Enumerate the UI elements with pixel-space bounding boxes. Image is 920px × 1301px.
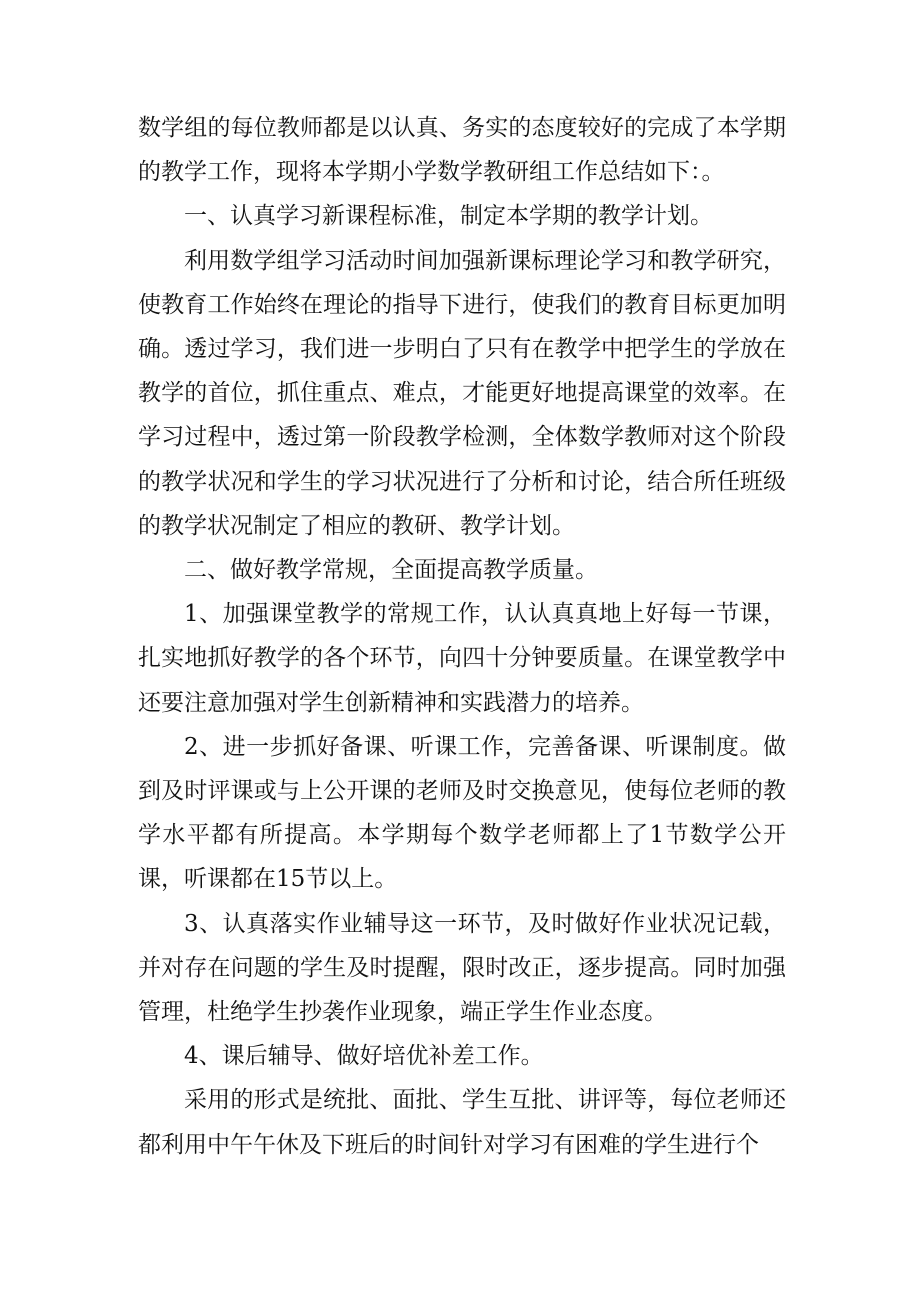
paragraph-study: 利用数学组学习活动时间加强新课标理论学习和教学研究，使教育工作始终在理论的指导下进行，使我们的教育目标更加明确。透过学习，我们进一步明白了只有在教学中把学生的学放在教学的首位，抓住重点、难点，才能更好地提高课堂的效率。在学习过程中，透过第一阶段教学检测，全体数学教师对这个阶段的教学状况和学生的学习状况进行了分析和讨论，结合所任班级的教学状况制定了相应的教研、教学计划。 (138, 247, 786, 539)
list-item-4: 4、课后辅导、做好培优补差工作。 (184, 1043, 544, 1070)
section-heading-1: 一、认真学习新课程标准，制定本学期的教学计划。 (184, 203, 713, 230)
paragraph-tutoring: 采用的形式是统批、面批、学生互批、讲评等，每位老师还都利用中午午休及下班后的时间针对学习有困难的学生进行个 (138, 1087, 786, 1158)
section-heading-2: 二、做好教学常规，全面提高教学质量。 (184, 557, 598, 584)
list-item-3: 3、认真落实作业辅导这一环节，及时做好作业状况记载，并对存在问题的学生及时提醒，限时改正，逐步提高。同时加强管理，杜绝学生抄袭作业现象，端正学生作业态度。 (138, 910, 786, 1026)
list-item-1: 1、加强课堂教学的常规工作，认认真真地上好每一节课，扎实地抓好教学的各个环节，向四十分钟要质量。在课堂教学中还要注意加强对学生创新精神和实践潜力的培养。 (138, 601, 786, 716)
list-item-2: 2、进一步抓好备课、听课工作，完善备课、听课制度。做到及时评课或与上公开课的老师及时交换意见，使每位老师的教学水平都有所提高。本学期每个数学老师都上了1节数学公开课，听课都在15节以上。 (138, 733, 786, 893)
paragraph-intro: 数学组的每位教师都是以认真、务实的态度较好的完成了本学期的教学工作，现将本学期小学数学教研组工作总结如下：。 (138, 115, 786, 186)
document-body (138, 106, 786, 1167)
